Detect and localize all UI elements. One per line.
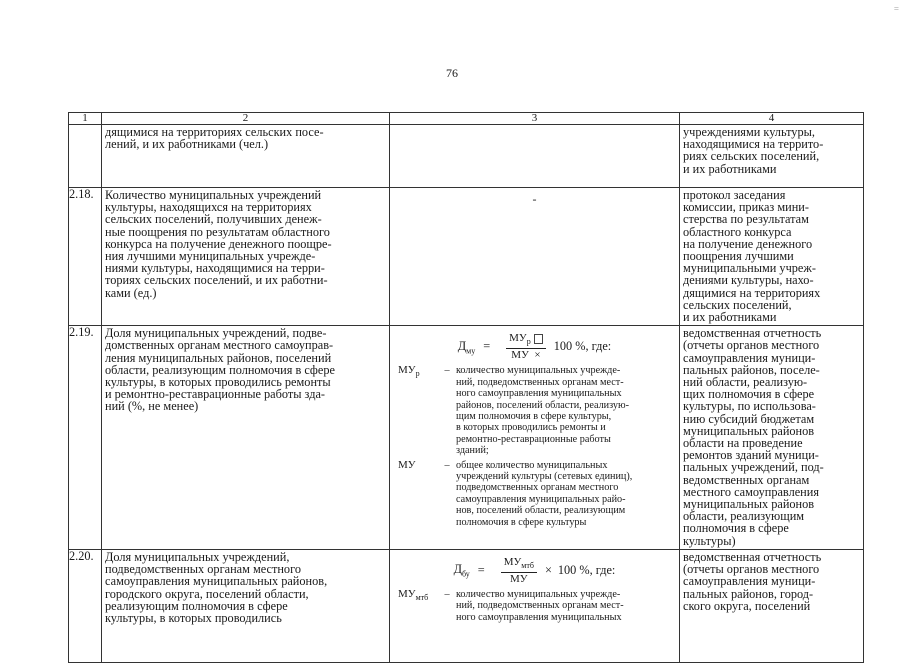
formula-rest: 100 %, где: (553, 339, 612, 354)
table-row (69, 188, 864, 326)
indicators-table (68, 112, 864, 663)
row-number: 2.18. (69, 188, 102, 326)
indicator-text: Доля муниципальных учреждений, подведомственных органам местного самоуправления муниципальных районов, городского округа, поселений области, реализующим полномочия в сфере культуры, в которых проводились (105, 549, 328, 625)
header-col-1: 1 (69, 113, 102, 125)
source-text: ведомственная отчетность (отчеты органов местного самоуправления муници- пальных районов, город- ского округа, поселений (683, 549, 822, 613)
formula-lhs: $Д_{му}$ (457, 338, 476, 356)
row-number: 2.20. (69, 549, 102, 662)
source-text: учреждениями культуры, находящимися на террито- риях сельских поселений, и их работниками (683, 125, 824, 176)
table-row (69, 549, 864, 662)
definition-item: МУ – общее количество муниципальных учреждений культуры (сетевых единиц), подведомственных органам местного самоуправления муниципальных райо- нов, поселений области, реализующим полномочия в сфере культуры (390, 460, 679, 528)
source-text: протокол заседания комиссии, приказ мини- стерства по результатам областного конкурса на получение денежного поощрения лучшими муниципальными учреж- дениями культуры, нахо- дящимися на территориях сельских поселений, и их работниками (683, 188, 821, 325)
indicator-text: Доля муниципальных учреждений, подве- домственных органам местного самоуправ- ления муниципальных районов, поселений области, реализующим полномочия в сфере культуры, в которых проводились ремонты и ремонтно-реставрационные работы зда- ний (%, не менее) (105, 326, 335, 414)
definition-item: $МУ_р$ – количество муниципальных учрежде- ний, подведомственных органам мест- ного самоуправления муниципальных районов, поселений области, реализую- щим полномочия в сфере культуры, в которых проводились ремонты и ремонтно-реставрационные работы зданий; (390, 365, 679, 456)
formula-lhs: $Д_{бу}$ (453, 562, 470, 579)
formula: $Д_{бу}$ = $\frac{МУ_{мтб}}{МУ}$ × 100 %, где: (453, 555, 616, 586)
table-header-row (69, 113, 864, 125)
placeholder-box-icon (534, 334, 543, 344)
header-col-2: 2 (102, 113, 390, 125)
formula-rest: 100 %, где: (557, 562, 616, 577)
definition-text: общее количество муниципальных учреждений культуры (сетевых единиц), подведомственных органам местного самоуправления муниципальных райо- нов, поселений области, реализующим полномочия в сфере культуры (456, 459, 633, 528)
header-col-3: 3 (390, 113, 680, 125)
row-number: 2.19. (69, 326, 102, 550)
source-text: ведомственная отчетность (отчеты органов местного самоуправления муници- пальных районов, поселе- ний области, реализую- щих полномочия в сфере культуры, по использова- нию субсидий бюджетам муниципальных районов области на проведение ремонтов зданий муници- пальных учреждений, под- ведомственных органам местного самоуправления муниципальных районов области, реализующим полномочия в сфере культуры) (683, 326, 824, 548)
indicator-text: дящимися на территориях сельских посе- лений, и их работниками (чел.) (105, 125, 324, 152)
table-row (69, 326, 864, 550)
formula: $Д_{му}$ = $\frac{МУ_р}{МУ \times}$ 100 %, где: (457, 332, 612, 362)
indicator-text: Количество муниципальных учреждений культуры, находящихся на территориях сельских поселений, получивших денеж- ные поощрения по результатам областного конкурса на получение денежного поощре- ния лучшими муниципальных учрежде- ниями культуры, находящимися на терри- ториях сельских поселений, и их работни- ками (ед.) (105, 188, 332, 300)
row-number (69, 125, 102, 188)
corner-mark: = (893, 4, 899, 14)
page-number: 76 (446, 66, 458, 80)
definition-text: количество муниципальных учрежде- ний, подведомственных органам мест- ного самоуправления муниципальных (456, 589, 624, 623)
table-row (69, 125, 864, 188)
header-col-4: 4 (680, 113, 864, 125)
definition-item: $МУ_{мтб}$ – количество муниципальных учрежде- ний, подведомственных органам мест- ного самоуправления муниципальных (390, 589, 679, 623)
method-text (390, 125, 679, 128)
formula-fraction: $\frac{МУ_р}{МУ \times}$ (506, 332, 546, 361)
definition-text: количество муниципальных учрежде- ний, подведомственных органам мест- ного самоуправления муниципальных районов, поселений области, реализую- щим полномочия в сфере культуры, в которых проводились ремонты и ремонтно-реставрационные работы зданий; (456, 365, 630, 457)
method-text: - (532, 192, 537, 206)
formula-fraction: $\frac{МУ_{мтб}}{МУ}$ (501, 556, 537, 585)
